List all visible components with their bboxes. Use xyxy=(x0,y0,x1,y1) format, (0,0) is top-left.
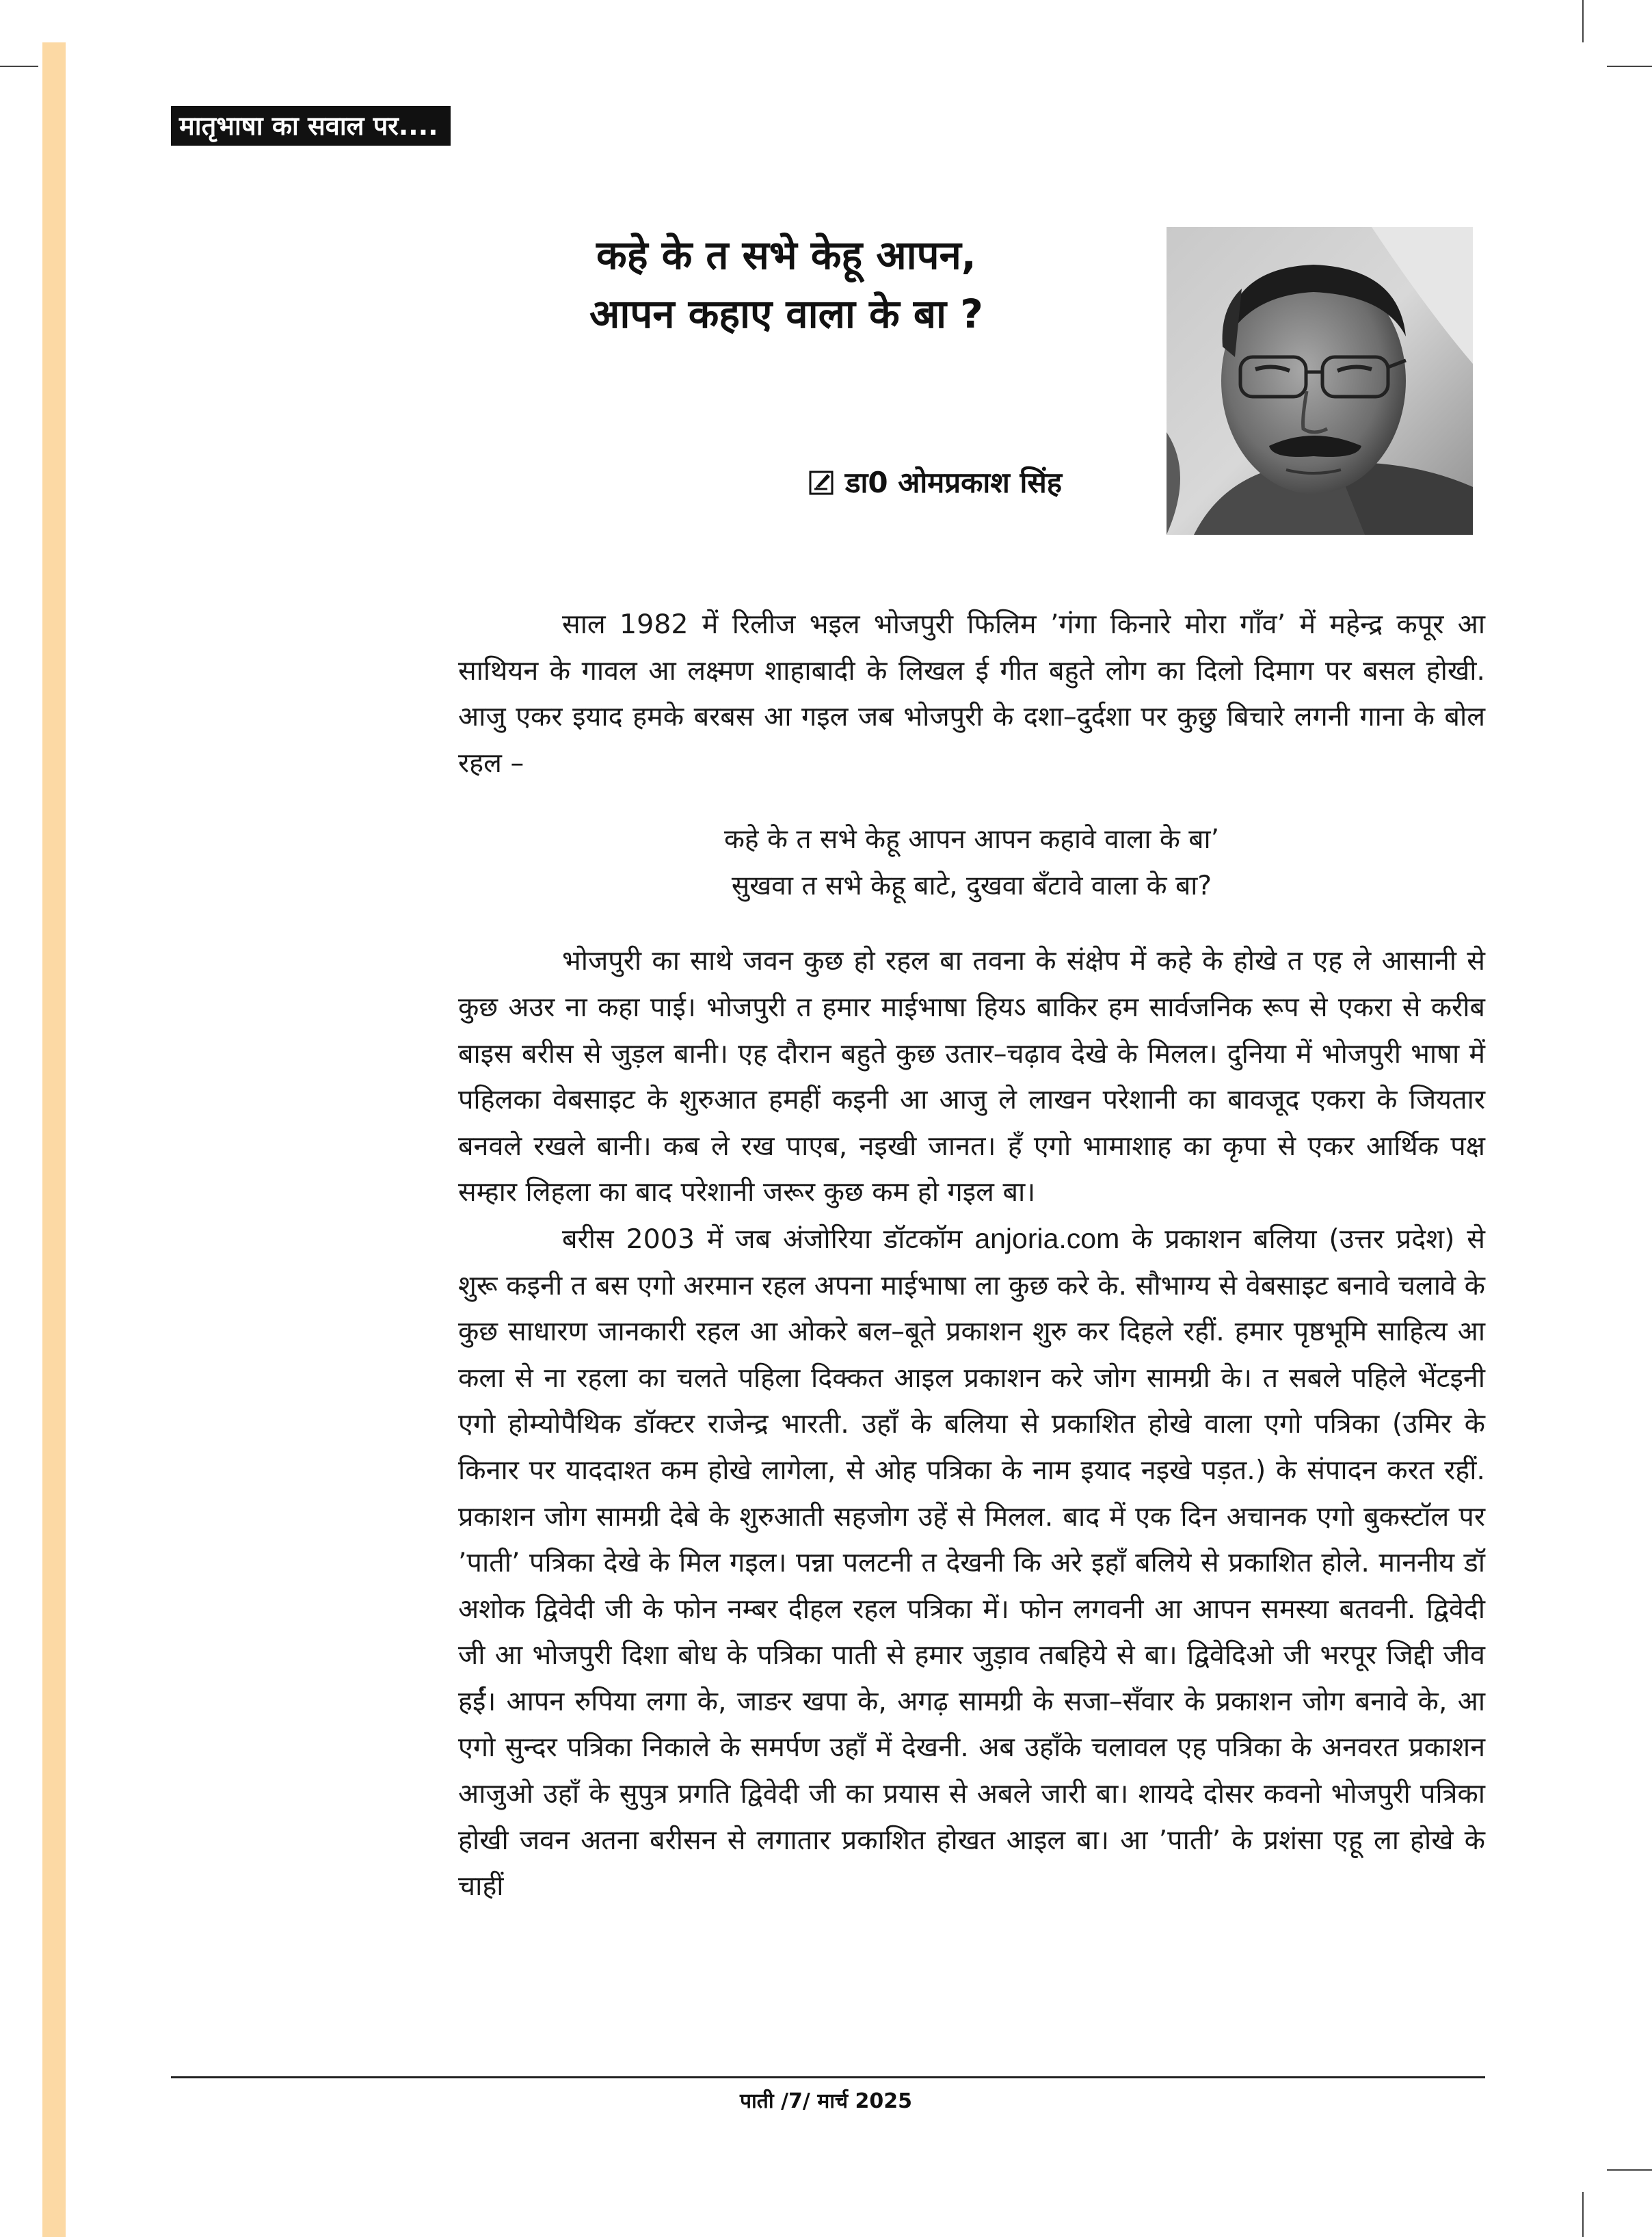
article-title xyxy=(520,226,1053,343)
crop-mark xyxy=(1607,2169,1652,2171)
section-tag: मातृभाषा का सवाल पर.... xyxy=(171,106,451,146)
paragraph: साल 1982 में रिलीज भइल भोजपुरी फिलिम ’गंगा किनारे मोरा गाँव’ में महेन्द्र कपूर आ साथियन के गावल आ लक्ष्मण शाहाबादी के लिखल ई गीत बहुते लोग का दिलो दिमाग पर बसल होखी. आजु एकर इयाद हमके बरबस आ गइल जब भोजपुरी के दशा–दुर्दशा पर कुछु बिचारे लगनी गाना के बोल रहल – xyxy=(458,609,1485,779)
footer-rule xyxy=(171,2076,1485,2078)
website-name: anjoria.com xyxy=(974,1222,1120,1254)
crop-mark xyxy=(1607,66,1652,67)
crop-mark xyxy=(0,66,38,67)
byline xyxy=(808,462,1062,501)
crop-mark xyxy=(1582,0,1584,42)
article-body xyxy=(458,602,1485,1910)
title-line-1: कहे के त सभे केहू आपन, xyxy=(596,232,976,278)
paragraph-text: के प्रकाशन बलिया (उत्तर प्रदेश) से शुरू कइनी त बस एगो अरमान रहल अपना माईभाषा ला कुछ करे के. सौभाग्य से वेबसाइट बनावे चलावे के कुछ साधारण जानकारी रहल आ ओकरे बल–बूते प्रकाशन शुरु कर दिहले रहीं. हमार पृष्ठभूमि साहित्य आ कला से ना रहला का चलते पहिला दिक्कत आइल प्रकाशन करे जोग सामग्री के। त सबले पहिले भेंटइनी एगो होम्योपैथिक डॉक्टर राजेन्द्र भारती. उहाँ के बलिया से प्रकाशित होखे वाला एगो पत्रिका (उमिर के किनार पर याददाश्त कम होखे लागेला, से ओह पत्रिका के नाम इयाद नइखे पड़त.) के संपादन करत रहीं. प्रकाशन जोग सामग्री देबे के शुरुआती सहजोग उहें से मिलल. बाद में एक दिन अचानक एगो बुकस्टॉल पर ’पाती’ पत्रिका देखे के मिल गइल। पन्ना पलटनी त देखनी कि अरे इहाँ बलिये से प्रकाशित होले. माननीय डॉ अशोक द्विवेदी जी के फोन नम्बर दीहल रहल पत्रिका में। फोन लगवनी आ आपन समस्या बतवनी. द्विवेदी जी आ भोजपुरी दिशा बोध के पत्रिका पाती से हमार जुड़ाव तबहिये से बा। द्विवेदिओ जी भरपूर जिद्दी जीव हईं। आपन रुपिया लगा के, जाङर खपा के, अगढ़ सामग्री के सजा–सँवार के प्रकाशन जोग बनावे के, आ एगो सुन्दर पत्रिका निकाले के समर्पण उहाँ में देखनी. अब उहाँके चलावल एह पत्रिका के अनवरत प्रकाशन आजुओ उहाँ के सुपुत्र प्रगति द्विवेदी जी का प्रयास से अबले जारी बा। शायदे दोसर कवनो भोजपुरी पत्रिका होखी जवन अतना बरीसन से लगातार प्रकाशित होखत आइल बा। आ ’पाती’ के प्रशंसा एहू ला होखे के चाहीं xyxy=(458,1223,1485,1903)
verse-line: कहे के त सभे केहू आपन आपन कहावे वाला के बा’ xyxy=(723,824,1220,856)
paragraph: भोजपुरी का साथे जवन कुछ हो रहल बा तवना के संक्षेप में कहे के होखे त एह ले आसानी से कुछ अउर ना कहा पाई। भोजपुरी त हमार माईभाषा हियऽ बाकिर हम सार्वजनिक रूप से एकरा से करीब बाइस बरीस से जुड़ल बानी। एह दौरान बहुते कुछ उतार–चढ़ाव देखे के मिलल। दुनिया में भोजपुरी भाषा में पहिलका वेबसाइट के शुरुआत हमहीं कइनी आ आजु ले लाखन परेशानी का बावजूद एकरा के जियतार बनवले रखले बानी। कब ले रख पाएब, नइखी जानत। हँ एगो भामाशाह का कृपा से एकर आर्थिक पक्ष सम्हार लिहला का बाद परेशानी जरूर कुछ कम हो गइल बा। xyxy=(458,945,1486,1208)
title-line-2: आपन कहाए वाला के बा ? xyxy=(589,291,983,337)
margin-stripe xyxy=(42,42,66,2237)
crop-mark xyxy=(1582,2192,1584,2237)
paragraph-text: बरीस 2003 में जब अंजोरिया डॉटकॉम xyxy=(562,1223,963,1255)
author-photo xyxy=(1167,227,1473,535)
paragraph xyxy=(458,1216,1485,1910)
pen-writing-icon xyxy=(808,468,836,496)
verse-line: सुखवा त सभे केहू बाटे, दुखवा बँटावे वाला के बा? xyxy=(731,871,1212,902)
author-name: डा0 ओमप्रकाश सिंह xyxy=(845,466,1063,499)
verse xyxy=(458,817,1485,910)
page-footer: पाती /7/ मार्च 2025 xyxy=(739,2089,913,2113)
